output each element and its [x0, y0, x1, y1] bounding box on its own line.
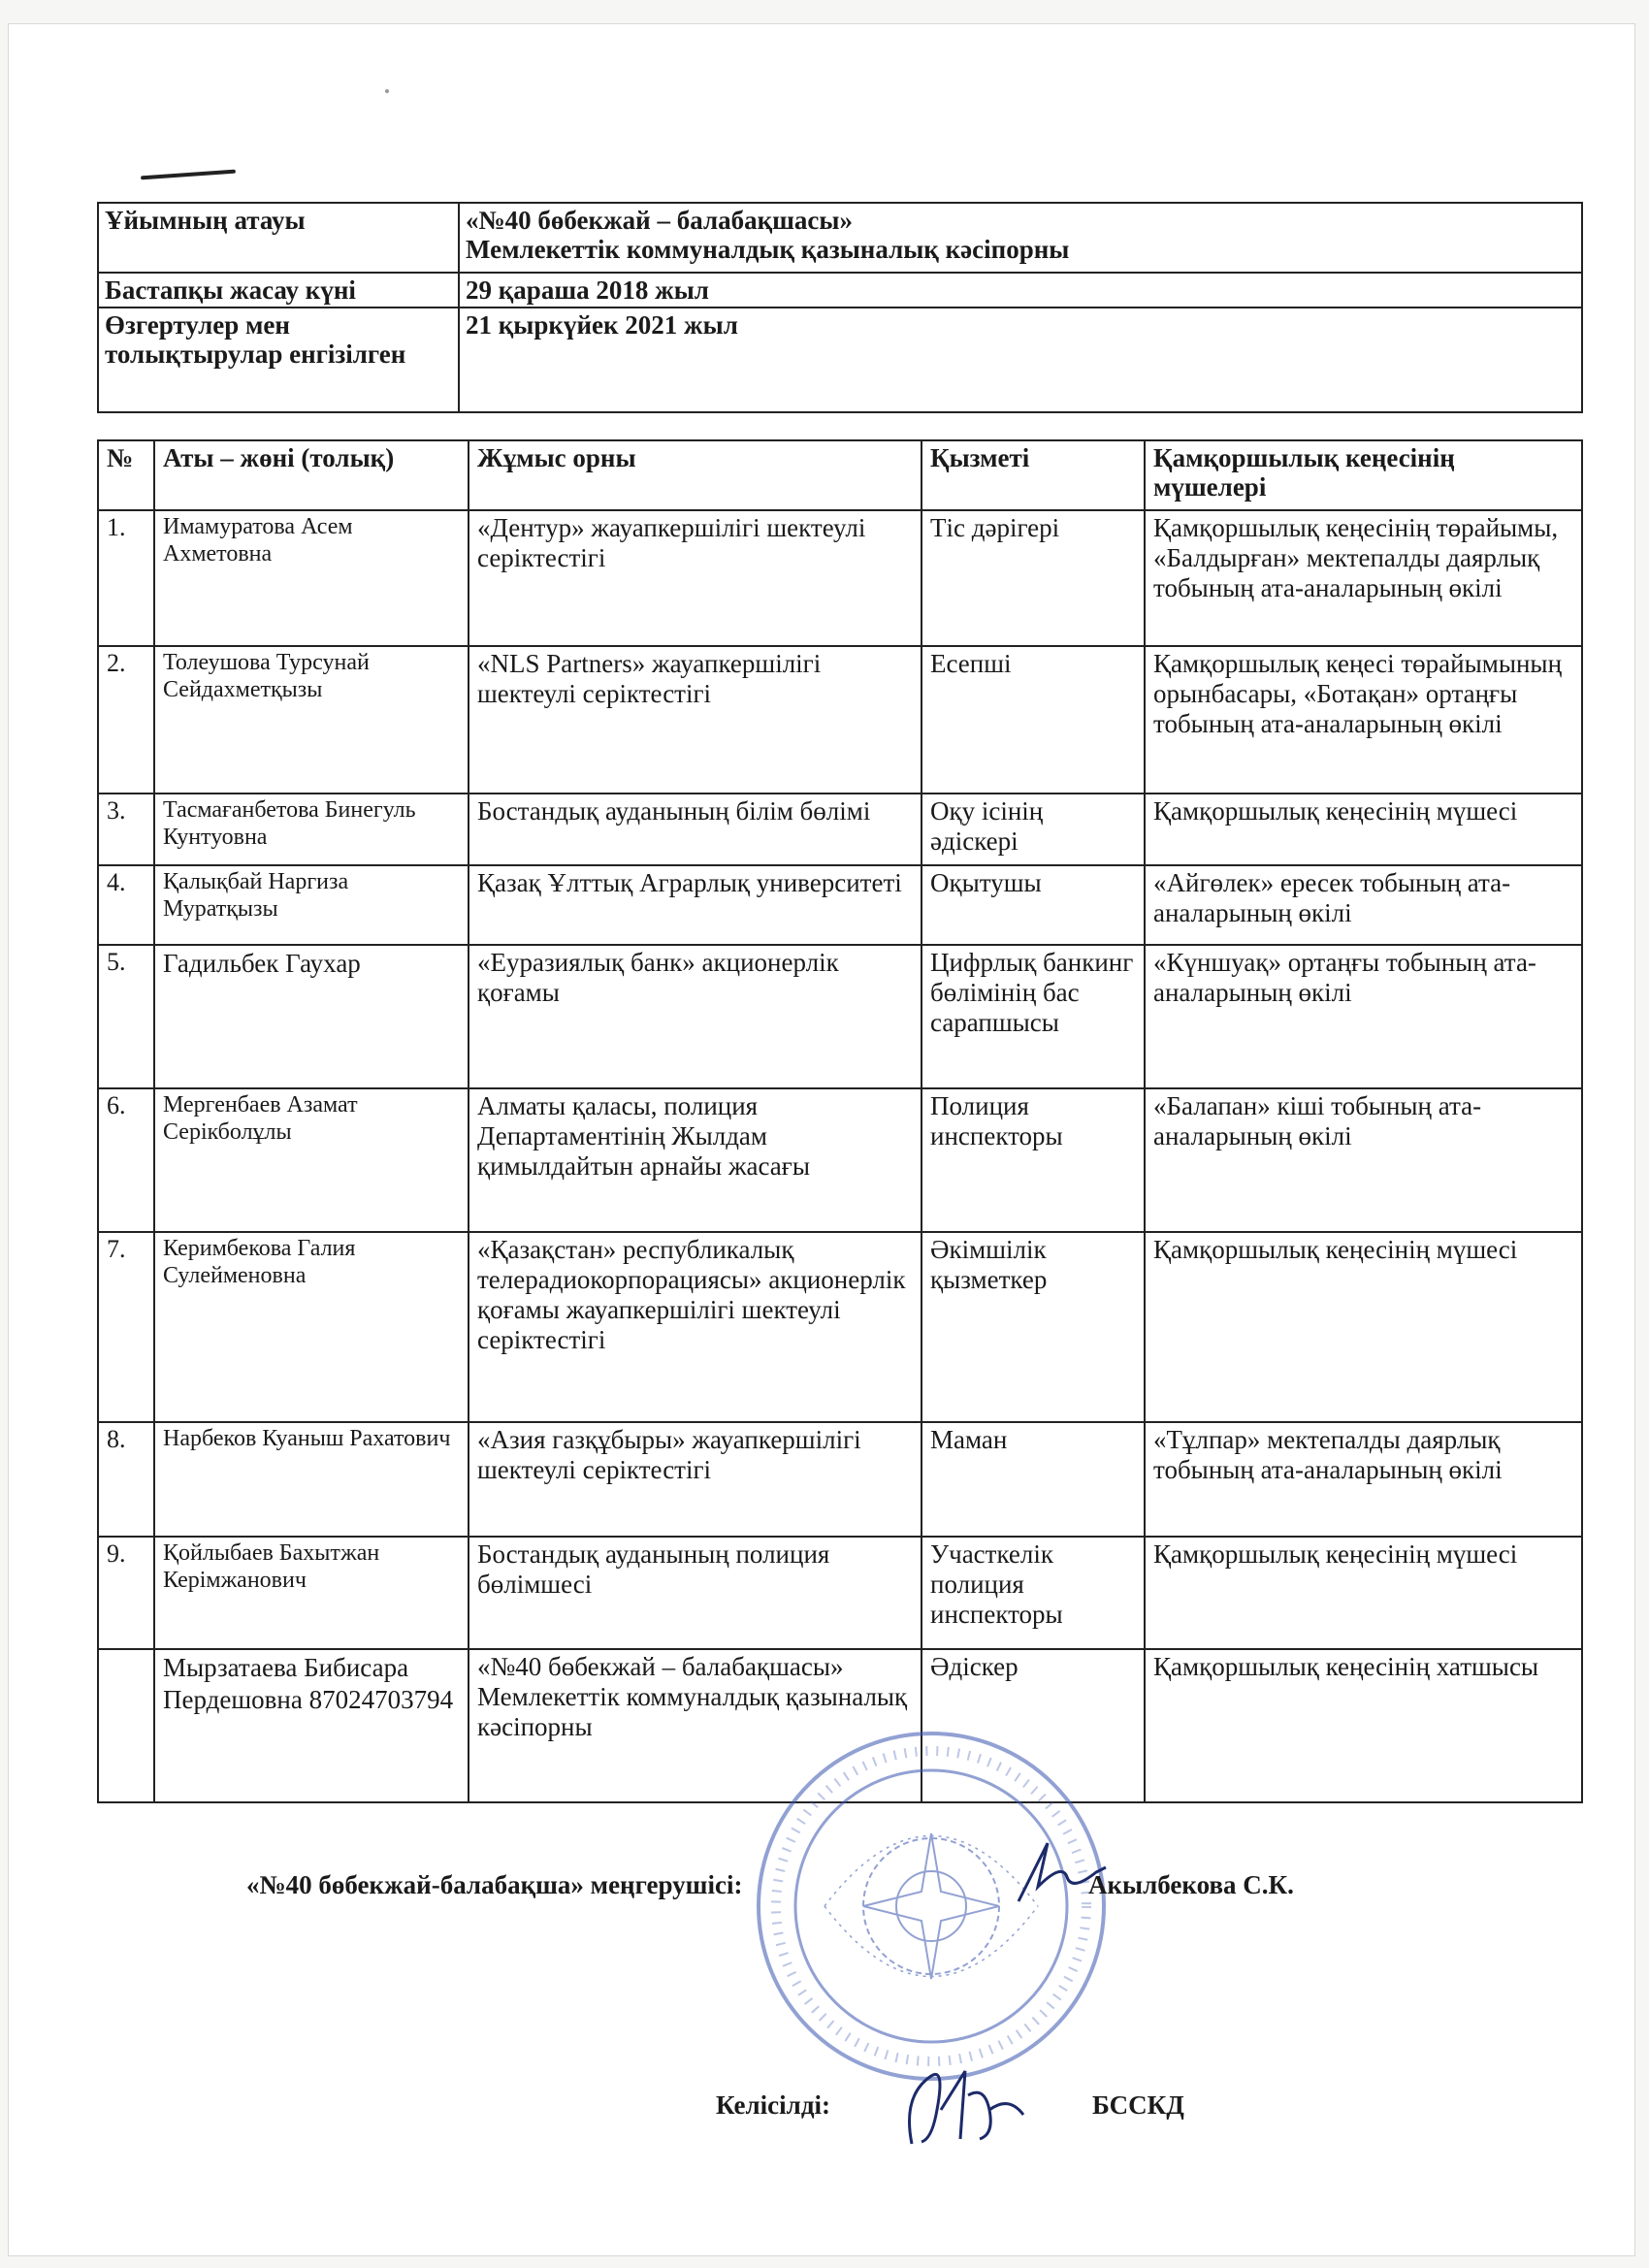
member-workplace: «Азия газқұбыры» жауапкершілігі шектеулі серіктестігі — [469, 1422, 922, 1537]
member-role: «Күншуақ» ортаңғы тобының ата-аналарының өкілі — [1145, 945, 1582, 1088]
created-label: Бастапқы жасау күні — [98, 273, 459, 308]
table-row — [98, 1232, 1582, 1422]
changes-value: 21 қыркүйек 2021 жыл — [459, 308, 1582, 412]
member-workplace: «Дентур» жауапкершілігі шектеулі серіктестігі — [469, 510, 922, 646]
member-name: Қойлыбаев Бахытжан Керімжанович — [154, 1537, 469, 1649]
member-workplace: «Қазақстан» республикалық телерадиокорпорациясы» акционерлік қоғамы жауапкершілігі шектеулі серіктестігі — [469, 1232, 922, 1422]
row-number: 1. — [98, 510, 154, 646]
member-workplace: Алматы қаласы, полиция Департаментінің Жылдам қимылдайтын арнайы жасағы — [469, 1088, 922, 1232]
member-position: Участкелік полиция инспекторы — [922, 1537, 1145, 1649]
org-name-line2: Мемлекеттік коммуналдық қазыналық кәсіпорны — [466, 235, 1070, 264]
row-number: 5. — [98, 945, 154, 1088]
org-name-row — [98, 203, 1582, 273]
changes-label: Өзгертулер мен толықтырулар енгізілген — [98, 308, 459, 412]
col-board-role: Қамқоршылық кеңесінің мүшелері — [1145, 440, 1582, 510]
member-position: Есепші — [922, 646, 1145, 794]
scan-speck — [385, 89, 389, 93]
agreed-label: Келісілді: — [716, 2090, 830, 2120]
table-row — [98, 510, 1582, 646]
row-number: 8. — [98, 1422, 154, 1537]
row-number: 2. — [98, 646, 154, 794]
member-workplace: «NLS Partners» жауапкершілігі шектеулі серіктестігі — [469, 646, 922, 794]
member-position: Әдіскер — [922, 1649, 1145, 1802]
agreed-signature-icon — [892, 2057, 1038, 2163]
member-position: Оқу ісінің әдіскері — [922, 794, 1145, 865]
member-workplace: «Еуразиялық банк» акционерлік қоғамы — [469, 945, 922, 1088]
member-name: Тасмағанбетова Бинегуль Кунтуовна — [154, 794, 469, 865]
member-role: «Балапан» кіші тобының ата-аналарының өкілі — [1145, 1088, 1582, 1232]
organization-info-table — [97, 202, 1583, 413]
col-full-name: Аты – жөні (толық) — [154, 440, 469, 510]
member-name: Қалықбай Наргиза Муратқызы — [154, 865, 469, 945]
table-row — [98, 945, 1582, 1088]
table-row — [98, 1088, 1582, 1232]
member-role: Қамқоршылық кеңесінің мүшесі — [1145, 1537, 1582, 1649]
head-signature-label: «№40 бөбекжай-балабақша» меңгерушісі: — [246, 1870, 743, 1899]
created-value: 29 қараша 2018 жыл — [459, 273, 1582, 308]
member-name: Толеушова Турсунай Сейдахметқызы — [154, 646, 469, 794]
member-workplace: «№40 бөбекжай – балабақшасы» Мемлекеттік коммуналдық қазыналық кәсіпорны — [469, 1649, 922, 1802]
member-position: Цифрлық банкинг бөлімінің бас сарапшысы — [922, 945, 1145, 1088]
member-workplace: Бостандық ауданының полиция бөлімшесі — [469, 1537, 922, 1649]
member-name: Имамуратова Асем Ахметовна — [154, 510, 469, 646]
row-number: 6. — [98, 1088, 154, 1232]
col-workplace: Жұмыс орны — [469, 440, 922, 510]
head-name: Акылбекова С.К. — [1088, 1870, 1294, 1899]
member-role: Қамқоршылық кеңесінің төрайымы, «Балдырған» мектепалды даярлық тобының ата-аналарының өкілі — [1145, 510, 1582, 646]
member-role: «Тұлпар» мектепалды даярлық тобының ата-аналарының өкілі — [1145, 1422, 1582, 1537]
org-name — [459, 203, 1582, 273]
member-position: Оқытушы — [922, 865, 1145, 945]
member-position: Маман — [922, 1422, 1145, 1537]
member-position: Полиция инспекторы — [922, 1088, 1145, 1232]
member-name: Мырзатаева Бибисара Пердешовна 87024703794 — [154, 1649, 469, 1802]
member-role: «Айгөлек» ересек тобының ата-аналарының өкілі — [1145, 865, 1582, 945]
row-number: 3. — [98, 794, 154, 865]
table-row — [98, 794, 1582, 865]
org-label: Ұйымның атауы — [98, 203, 459, 273]
row-number: 7. — [98, 1232, 154, 1422]
member-name: Нарбеков Куаныш Рахатович — [154, 1422, 469, 1537]
agreed-organization: БССКД — [1092, 2090, 1184, 2120]
row-number — [98, 1649, 154, 1802]
member-workplace: Бостандық ауданының білім бөлімі — [469, 794, 922, 865]
table-row — [98, 865, 1582, 945]
member-position: Әкімшілік қызметкер — [922, 1232, 1145, 1422]
member-role: Қамқоршылық кеңесі төрайымының орынбасары, «Ботақан» ортаңғы тобының ата-аналарының өкілі — [1145, 646, 1582, 794]
row-number: 9. — [98, 1537, 154, 1649]
member-name: Гадильбек Гаухар — [154, 945, 469, 1088]
row-number: 4. — [98, 865, 154, 945]
table-header-row — [98, 440, 1582, 510]
table-row — [98, 1422, 1582, 1537]
member-position: Тіс дәрігері — [922, 510, 1145, 646]
org-name-line1: «№40 бөбекжай – балабақшасы» — [466, 206, 854, 235]
member-role: Қамқоршылық кеңесінің мүшесі — [1145, 794, 1582, 865]
table-row — [98, 646, 1582, 794]
board-members-table — [97, 439, 1583, 1803]
member-role: Қамқоршылық кеңесінің хатшысы — [1145, 1649, 1582, 1802]
member-name: Керимбекова Галия Сулейменовна — [154, 1232, 469, 1422]
member-workplace: Қазақ Ұлттық Аграрлық университеті — [469, 865, 922, 945]
col-position: Қызметі — [922, 440, 1145, 510]
col-number: № — [98, 440, 154, 510]
member-role: Қамқоршылық кеңесінің мүшесі — [1145, 1232, 1582, 1422]
changes-row — [98, 308, 1582, 412]
table-row — [98, 1537, 1582, 1649]
member-name: Мергенбаев Азамат Серікболұлы — [154, 1088, 469, 1232]
created-row — [98, 273, 1582, 308]
